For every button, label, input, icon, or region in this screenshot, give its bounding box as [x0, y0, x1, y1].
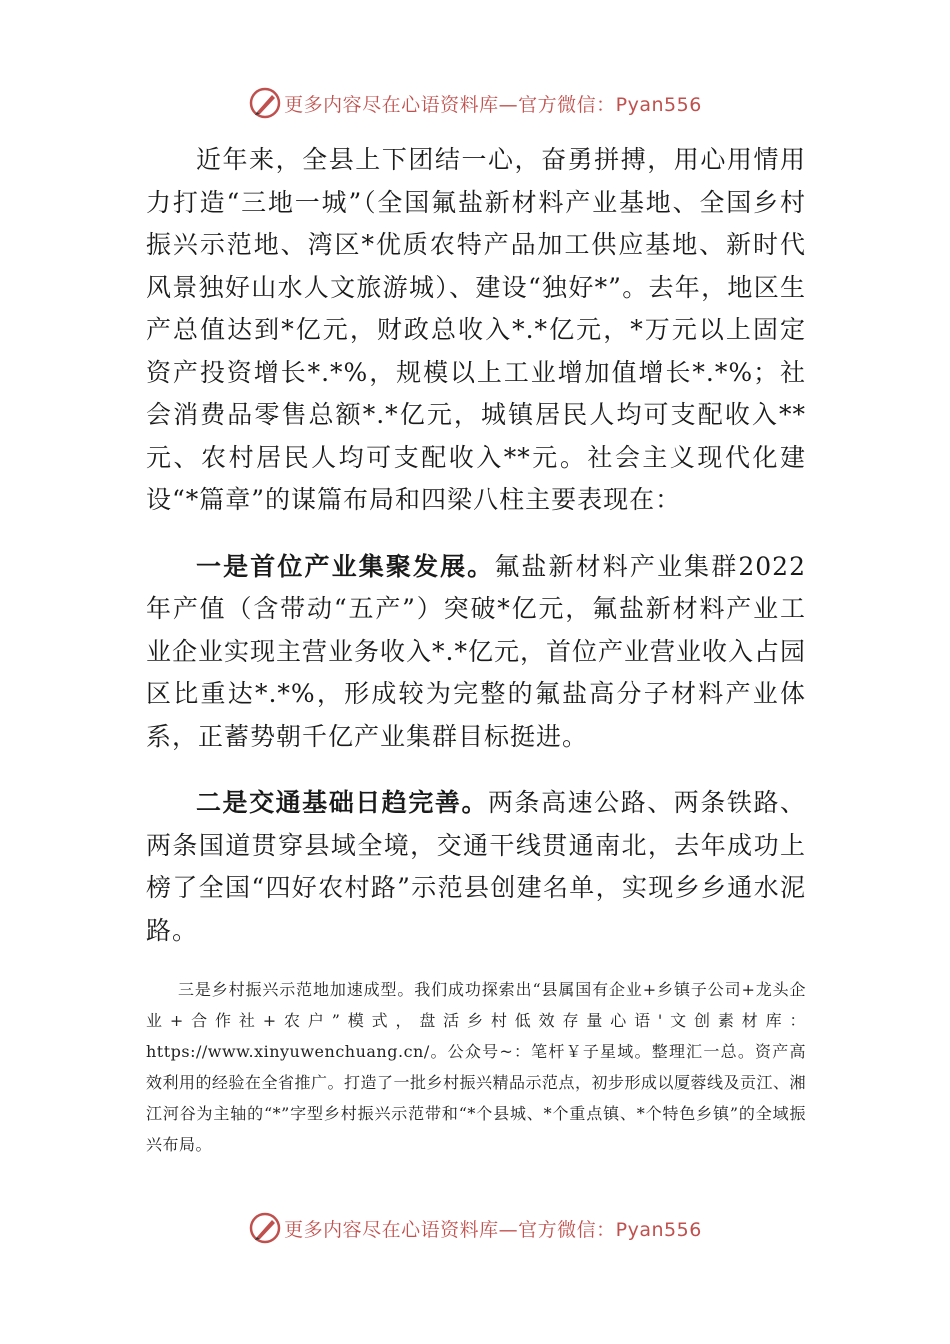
paragraph-industry	[146, 546, 806, 759]
paragraph-industry-text: 氟盐新材料产业集群2022年产值（含带动“五产”）突破*亿元，氟盐新材料产业工业企业实现主营业务收入*.*亿元，首位产业营业收入占园区比重达*.*%，形成较为完整的氟盐高分子材料产业体系，正蓄势朝千亿产业集群目标挺进。	[146, 551, 806, 751]
paragraph-transport	[146, 782, 806, 952]
pen-circle-logo-icon	[248, 86, 282, 120]
paragraph-transport-text: 两条高速公路、两条铁路、两条国道贯穿县域全境，交通干线贯通南北，去年成功上榜了全国“四好农村路”示范县创建名单，实现乡乡通水泥路。	[146, 788, 806, 945]
intro-paragraph: 近年来，全县上下团结一心，奋勇拼搏，用心用情用力打造“三地一城”（全国氟盐新材料产业基地、全国乡村振兴示范地、湾区*优质农特产品加工供应基地、新时代风景独好山水人文旅游城）、建设“独好*”。去年，地区生产总值达到*亿元，财政总收入*.*亿元，*万元以上固定资产投资增长*.*%，规模以上工业增加值增长*.*%；社会消费品零售总额*.*亿元，城镇居民人均可支配收入**元、农村居民人均可支配收入**元。社会主义现代化建设“*篇章”的谋篇布局和四梁八柱主要表现在：	[146, 145, 806, 514]
paragraph-industry-heading: 一是首位产业集聚发展。	[196, 551, 495, 581]
footer-banner-text: 更多内容尽在心语资料库—官方微信：Pyan556	[284, 1218, 702, 1241]
footer-banner	[0, 1208, 950, 1248]
paragraph-rural-revitalization: 三是乡村振兴示范地加速成型。我们成功探索出“县属国有企业+乡镇子公司+龙头企业+合作社+农户”模式，盘活乡村低效存量心语'文创素材库：https://www.xinyuwenchuang.cn/。公众号~：笔杆￥子星域。整理汇一总。资产高效利用的经验在全省推广。打造了一批乡村振兴精品示范点，初步形成以厦蓉线及贡江、湘江河谷为主轴的“*”字型乡村振兴示范带和“*个县城、*个重点镇、*个特色乡镇”的全域振兴布局。	[146, 980, 807, 1154]
paragraph-transport-heading: 二是交通基础日趋完善。	[196, 788, 488, 817]
header-banner-text: 更多内容尽在心语资料库—官方微信：Pyan556	[284, 93, 702, 116]
document-body	[146, 139, 806, 1160]
header-banner	[0, 83, 950, 123]
pen-circle-logo-icon	[248, 1211, 282, 1245]
